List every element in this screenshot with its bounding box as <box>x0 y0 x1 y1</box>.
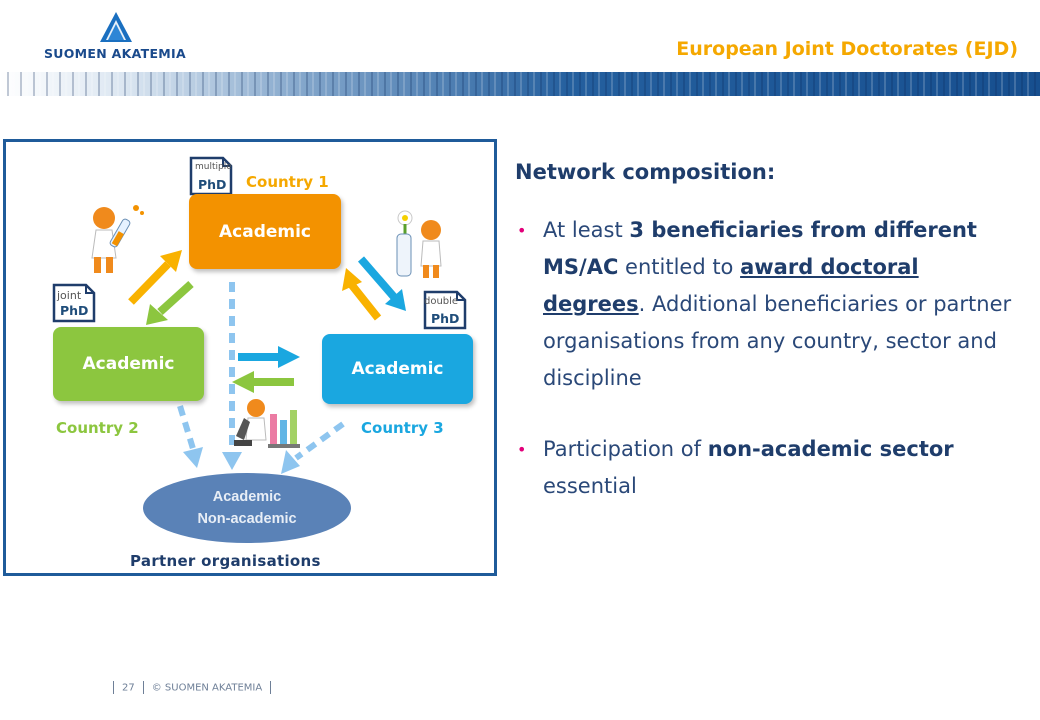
bullet-bold-text: non-academic sector <box>707 437 954 461</box>
bullet-bold-text: 3 beneficiaries from different MS/AC <box>543 218 977 279</box>
doc-label-joint: joint <box>57 289 82 302</box>
slide-content <box>515 160 1025 539</box>
doc-label-multiple: multiple <box>195 162 232 172</box>
country-3-label: Country 3 <box>361 419 444 437</box>
doc-label-phd: PhD <box>198 177 227 192</box>
doc-label-phd: PhD <box>431 311 460 326</box>
partner-organisations-ellipse <box>143 473 351 543</box>
bullet-text: essential <box>543 474 637 498</box>
page-title: European Joint Doctorates (EJD) <box>676 38 1018 60</box>
academic-box-country-1: Academic <box>189 194 341 269</box>
bullet-text: entitled to <box>618 255 741 279</box>
ellipse-line-non-academic: Non-academic <box>197 511 297 527</box>
researcher-flower-icon <box>385 206 455 280</box>
bullet-list <box>515 212 1025 505</box>
bullet-text: . Additional beneficiaries or partner organisations from any country, sector and discipline <box>543 292 1012 390</box>
doc-label-phd: PhD <box>60 303 89 318</box>
bullet-non-academic <box>515 431 1025 505</box>
footer <box>105 681 279 694</box>
logo-text: SUOMEN AKATEMIA <box>44 46 186 61</box>
researcher-test-tube-icon <box>82 202 152 276</box>
ellipse-line-academic: Academic <box>212 489 282 505</box>
footer-copyright: © SUOMEN AKATEMIA <box>151 682 263 694</box>
academic-box-country-2: Academic <box>53 327 204 401</box>
researcher-microscope-icon <box>232 398 302 454</box>
bullet-underlined-text: award doctoral degrees <box>543 255 919 316</box>
section-heading: Network composition: <box>515 160 776 184</box>
country-2-label: Country 2 <box>56 419 139 437</box>
academic-box-country-3: Academic <box>322 334 473 404</box>
doc-label-double: double <box>424 296 459 307</box>
bullet-text: At least <box>543 218 630 242</box>
bullet-text: Participation of <box>543 437 708 461</box>
bullet-beneficiaries <box>515 212 1025 397</box>
partner-organisations-label: Partner organisations <box>130 552 321 570</box>
page-number: 27 <box>122 682 135 694</box>
country-1-label: Country 1 <box>246 173 329 191</box>
